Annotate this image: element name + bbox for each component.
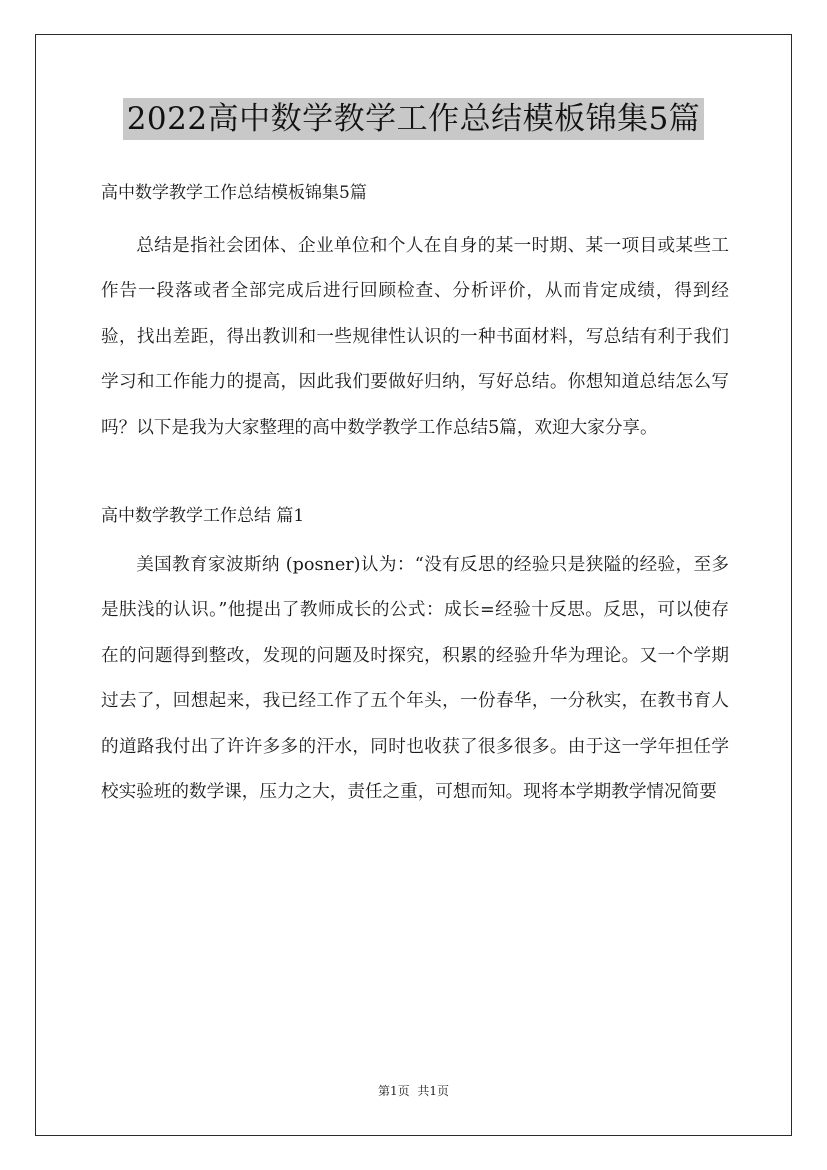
spacer [101, 451, 729, 495]
page-number-total: 共1页 [417, 1084, 450, 1098]
section-1-paragraph: 美国教育家波斯纳 (posner)认为：“没有反思的经验只是狭隘的经验，至多是肤浅的认识。”他提出了教师成长的公式：成长=经验十反思。反思，可以使存在的问题得到整改，发现的问题及时探究，积累的经验升华为理论。又一个学期过去了，回想起来，我已经工作了五个年头，一份春华，一分秋实，在教书育人的道路我付出了许许多多的汗水，同时也收获了很多很多。由于这一学年担任学校实验班的数学课，压力之大，责任之重，可想而知。现将本学期教学情况简要 [101, 555, 729, 803]
spacer [101, 214, 729, 224]
intro-paragraph: 总结是指社会团体、企业单位和个人在自身的某一时期、某一项目或某些工作告一段落或者全部完成后进行回顾检查、分析评价，从而肯定成绩，得到经验，找出差距，得出教训和一些规律性认识的一种书面材料，写总结有利于我们学习和工作能力的提高，因此我们要做好归纳，写好总结。你想知道总结怎么写吗？以下是我为大家整理的高中数学教学工作总结5篇，欢迎大家分享。 [101, 236, 729, 438]
document-body [101, 172, 729, 815]
page-footer [0, 1083, 827, 1099]
title-container [0, 98, 827, 140]
document-subtitle: 高中数学教学工作总结模板锦集5篇 [101, 183, 367, 203]
document-title: 2022高中数学教学工作总结模板锦集5篇 [123, 98, 705, 140]
page-number-current: 第1页 [377, 1084, 410, 1098]
section-1-heading: 高中数学教学工作总结 篇1 [101, 506, 305, 527]
